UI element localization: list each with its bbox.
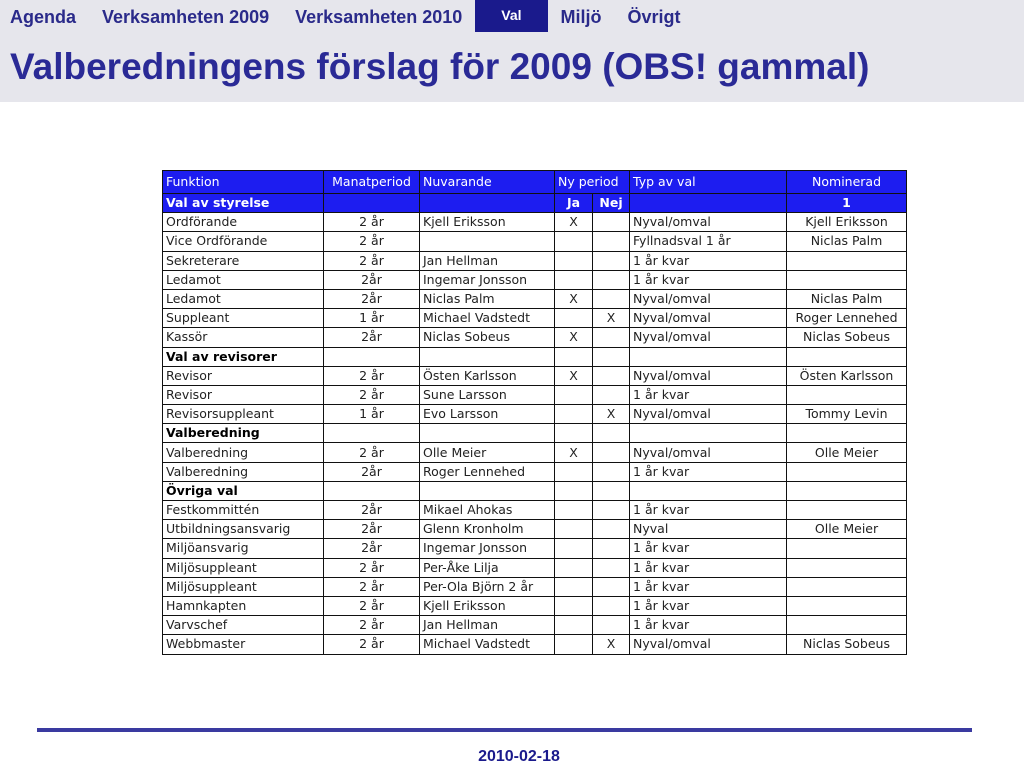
cell-ja — [555, 405, 593, 424]
cell-nuvarande: Jan Hellman — [420, 251, 555, 270]
cell-manatperiod: 2 år — [324, 366, 420, 385]
cell-typ-av-val: Nyval/omval — [630, 213, 787, 232]
cell-funktion: Revisorsuppleant — [163, 405, 324, 424]
cell-ja — [555, 385, 593, 404]
cell-funktion: Valberedning — [163, 424, 324, 443]
cell-nuvarande — [420, 481, 555, 500]
cell-manatperiod: 2år — [324, 270, 420, 289]
cell-manatperiod: 2 år — [324, 232, 420, 251]
cell-nuvarande — [420, 424, 555, 443]
table-row — [163, 501, 907, 520]
cell-ja — [555, 558, 593, 577]
cell-typ-av-val: 1 år kvar — [630, 385, 787, 404]
cell-funktion: Sekreterare — [163, 251, 324, 270]
subheader-ja: Ja — [555, 194, 593, 213]
election-table — [162, 170, 907, 655]
cell-nominerad — [787, 616, 907, 635]
table-section-row — [163, 424, 907, 443]
cell-ja — [555, 462, 593, 481]
cell-nominerad — [787, 462, 907, 481]
cell-nominerad: Niclas Sobeus — [787, 635, 907, 654]
cell-ja — [555, 501, 593, 520]
cell-manatperiod: 2år — [324, 289, 420, 308]
cell-funktion: Festkommittén — [163, 501, 324, 520]
cell-typ-av-val: Nyval/omval — [630, 443, 787, 462]
cell-nominerad: Olle Meier — [787, 520, 907, 539]
cell-funktion: Revisor — [163, 366, 324, 385]
cell-manatperiod: 2 år — [324, 616, 420, 635]
cell-nominerad: Kjell Eriksson — [787, 213, 907, 232]
cell-funktion: Övriga val — [163, 481, 324, 500]
election-table-container — [162, 170, 906, 655]
cell-nuvarande: Glenn Kronholm — [420, 520, 555, 539]
cell-nominerad — [787, 577, 907, 596]
cell-funktion: Valberedning — [163, 443, 324, 462]
cell-nuvarande — [420, 347, 555, 366]
cell-manatperiod: 2 år — [324, 558, 420, 577]
cell-nej — [593, 443, 630, 462]
cell-nominerad — [787, 596, 907, 615]
table-subheader-row — [163, 194, 907, 213]
cell-nej — [593, 558, 630, 577]
cell-nej — [593, 251, 630, 270]
cell-nuvarande: Ingemar Jonsson — [420, 270, 555, 289]
nav-item-verksamheten-2010[interactable]: Verksamheten 2010 — [295, 7, 463, 27]
cell-funktion: Miljösuppleant — [163, 577, 324, 596]
cell-nej — [593, 232, 630, 251]
cell-nej — [593, 596, 630, 615]
nav-item-val[interactable]: Val — [475, 0, 547, 32]
cell-nuvarande: Jan Hellman — [420, 616, 555, 635]
cell-nej — [593, 577, 630, 596]
cell-funktion: Miljöansvarig — [163, 539, 324, 558]
cell-manatperiod: 2 år — [324, 635, 420, 654]
cell-nominerad: Roger Lennehed — [787, 309, 907, 328]
cell-nuvarande: Östen Karlsson — [420, 366, 555, 385]
cell-funktion: Ledamot — [163, 289, 324, 308]
cell-nej: X — [593, 635, 630, 654]
cell-ja — [555, 270, 593, 289]
cell-nominerad — [787, 424, 907, 443]
cell-nominerad: Tommy Levin — [787, 405, 907, 424]
nav-item-miljo[interactable]: Miljö — [560, 7, 602, 27]
cell-typ-av-val — [630, 481, 787, 500]
cell-typ-av-val: Fyllnadsval 1 år — [630, 232, 787, 251]
cell-typ-av-val: 1 år kvar — [630, 616, 787, 635]
cell-nuvarande: Michael Vadstedt — [420, 309, 555, 328]
cell-nej — [593, 213, 630, 232]
cell-ja — [555, 232, 593, 251]
nav-item-ovrigt[interactable]: Övrigt — [627, 7, 681, 27]
cell-ja — [555, 520, 593, 539]
cell-typ-av-val: Nyval/omval — [630, 328, 787, 347]
table-row — [163, 443, 907, 462]
cell-nej — [593, 328, 630, 347]
header-typ-av-val: Typ av val — [630, 171, 787, 194]
cell-ja — [555, 635, 593, 654]
cell-typ-av-val: Nyval/omval — [630, 289, 787, 308]
subheader-empty-cell — [420, 194, 555, 213]
cell-typ-av-val — [630, 424, 787, 443]
cell-typ-av-val: 1 år kvar — [630, 251, 787, 270]
header-manatperiod: Manatperiod — [324, 171, 420, 194]
bottom-rule — [37, 728, 972, 732]
subheader-nej: Nej — [593, 194, 630, 213]
cell-manatperiod: 2 år — [324, 385, 420, 404]
cell-nominerad — [787, 270, 907, 289]
cell-typ-av-val — [630, 347, 787, 366]
cell-typ-av-val: Nyval/omval — [630, 635, 787, 654]
cell-nuvarande: Kjell Eriksson — [420, 213, 555, 232]
cell-manatperiod: 2 år — [324, 213, 420, 232]
cell-manatperiod: 2år — [324, 520, 420, 539]
cell-typ-av-val: Nyval/omval — [630, 309, 787, 328]
top-navigation — [0, 0, 1024, 32]
cell-funktion: Webbmaster — [163, 635, 324, 654]
cell-typ-av-val: Nyval/omval — [630, 405, 787, 424]
cell-nuvarande: Olle Meier — [420, 443, 555, 462]
cell-nuvarande: Ingemar Jonsson — [420, 539, 555, 558]
cell-funktion: Ledamot — [163, 270, 324, 289]
table-row — [163, 558, 907, 577]
table-row — [163, 616, 907, 635]
cell-ja: X — [555, 328, 593, 347]
cell-funktion: Miljösuppleant — [163, 558, 324, 577]
cell-nej — [593, 501, 630, 520]
cell-nominerad: Niclas Palm — [787, 232, 907, 251]
title-band — [0, 32, 1024, 102]
cell-funktion: Ordförande — [163, 213, 324, 232]
cell-manatperiod — [324, 347, 420, 366]
table-header-row — [163, 171, 907, 194]
cell-nuvarande: Per-Åke Lilja — [420, 558, 555, 577]
table-row — [163, 520, 907, 539]
cell-ja — [555, 309, 593, 328]
cell-nuvarande: Evo Larsson — [420, 405, 555, 424]
nav-item-verksamheten-2009[interactable]: Verksamheten 2009 — [102, 7, 270, 27]
cell-nej — [593, 270, 630, 289]
cell-typ-av-val: 1 år kvar — [630, 558, 787, 577]
table-row — [163, 232, 907, 251]
subheader-empty-cell — [324, 194, 420, 213]
cell-funktion: Valberedning — [163, 462, 324, 481]
cell-funktion: Kassör — [163, 328, 324, 347]
cell-ja: X — [555, 366, 593, 385]
cell-typ-av-val: Nyval — [630, 520, 787, 539]
cell-manatperiod: 1 år — [324, 309, 420, 328]
cell-nej — [593, 462, 630, 481]
table-section-row — [163, 481, 907, 500]
header-ny-period: Ny period — [555, 171, 630, 194]
cell-nej — [593, 424, 630, 443]
table-row — [163, 385, 907, 404]
cell-nominerad — [787, 501, 907, 520]
table-section-row — [163, 347, 907, 366]
cell-ja — [555, 424, 593, 443]
cell-nuvarande: Niclas Sobeus — [420, 328, 555, 347]
cell-nuvarande: Sune Larsson — [420, 385, 555, 404]
subheader-val-av-styrelse: Val av styrelse — [163, 194, 324, 213]
cell-funktion: Varvschef — [163, 616, 324, 635]
cell-ja — [555, 481, 593, 500]
table-row — [163, 635, 907, 654]
subheader-empty-cell — [630, 194, 787, 213]
table-row — [163, 213, 907, 232]
cell-typ-av-val: 1 år kvar — [630, 270, 787, 289]
cell-nominerad: Niclas Sobeus — [787, 328, 907, 347]
cell-ja — [555, 539, 593, 558]
cell-nuvarande: Roger Lennehed — [420, 462, 555, 481]
cell-funktion: Val av revisorer — [163, 347, 324, 366]
table-row — [163, 577, 907, 596]
header-nuvarande: Nuvarande — [420, 171, 555, 194]
cell-manatperiod — [324, 481, 420, 500]
cell-typ-av-val: 1 år kvar — [630, 577, 787, 596]
cell-typ-av-val: 1 år kvar — [630, 501, 787, 520]
cell-nominerad — [787, 251, 907, 270]
cell-funktion: Revisor — [163, 385, 324, 404]
table-row — [163, 309, 907, 328]
nav-item-agenda[interactable]: Agenda — [10, 7, 77, 27]
cell-ja — [555, 347, 593, 366]
cell-nominerad: Niclas Palm — [787, 289, 907, 308]
cell-nej — [593, 347, 630, 366]
cell-nuvarande: Mikael Ahokas — [420, 501, 555, 520]
cell-nominerad — [787, 481, 907, 500]
cell-funktion: Vice Ordförande — [163, 232, 324, 251]
table-row — [163, 289, 907, 308]
cell-ja: X — [555, 289, 593, 308]
table-row — [163, 366, 907, 385]
cell-typ-av-val: 1 år kvar — [630, 596, 787, 615]
cell-nej — [593, 539, 630, 558]
table-row — [163, 270, 907, 289]
cell-nominerad — [787, 558, 907, 577]
cell-nej: X — [593, 405, 630, 424]
cell-nej — [593, 520, 630, 539]
header-funktion: Funktion — [163, 171, 324, 194]
cell-ja — [555, 251, 593, 270]
cell-typ-av-val: 1 år kvar — [630, 539, 787, 558]
table-row — [163, 539, 907, 558]
cell-manatperiod: 2 år — [324, 443, 420, 462]
table-row — [163, 596, 907, 615]
cell-manatperiod — [324, 424, 420, 443]
cell-manatperiod: 2år — [324, 501, 420, 520]
cell-ja: X — [555, 443, 593, 462]
cell-funktion: Utbildningsansvarig — [163, 520, 324, 539]
table-body — [163, 194, 907, 655]
cell-manatperiod: 2år — [324, 539, 420, 558]
cell-nuvarande: Niclas Palm — [420, 289, 555, 308]
table-row — [163, 251, 907, 270]
cell-nej — [593, 481, 630, 500]
cell-nej — [593, 616, 630, 635]
cell-typ-av-val: 1 år kvar — [630, 462, 787, 481]
cell-nej — [593, 385, 630, 404]
cell-manatperiod: 2 år — [324, 251, 420, 270]
cell-nominerad: Östen Karlsson — [787, 366, 907, 385]
cell-nuvarande: Per-Ola Björn 2 år — [420, 577, 555, 596]
cell-manatperiod: 2år — [324, 328, 420, 347]
cell-nominerad: Olle Meier — [787, 443, 907, 462]
cell-manatperiod: 2 år — [324, 596, 420, 615]
footer-date: 2010-02-18 — [478, 748, 560, 765]
cell-nuvarande — [420, 232, 555, 251]
table-row — [163, 462, 907, 481]
cell-funktion: Hamnkapten — [163, 596, 324, 615]
page-title: Valberedningens förslag för 2009 (OBS! gammal) — [10, 46, 870, 87]
cell-ja: X — [555, 213, 593, 232]
cell-nominerad — [787, 539, 907, 558]
cell-typ-av-val: Nyval/omval — [630, 366, 787, 385]
subheader-nominerad-count: 1 — [787, 194, 907, 213]
cell-nominerad — [787, 347, 907, 366]
cell-manatperiod: 2 år — [324, 577, 420, 596]
cell-nej — [593, 289, 630, 308]
cell-manatperiod: 1 år — [324, 405, 420, 424]
cell-nuvarande: Kjell Eriksson — [420, 596, 555, 615]
cell-nej: X — [593, 309, 630, 328]
cell-ja — [555, 596, 593, 615]
cell-nej — [593, 366, 630, 385]
table-row — [163, 328, 907, 347]
cell-manatperiod: 2år — [324, 462, 420, 481]
cell-nominerad — [787, 385, 907, 404]
table-row — [163, 405, 907, 424]
header-nominerad: Nominerad — [787, 171, 907, 194]
cell-ja — [555, 577, 593, 596]
cell-funktion: Suppleant — [163, 309, 324, 328]
cell-ja — [555, 616, 593, 635]
cell-nuvarande: Michael Vadstedt — [420, 635, 555, 654]
